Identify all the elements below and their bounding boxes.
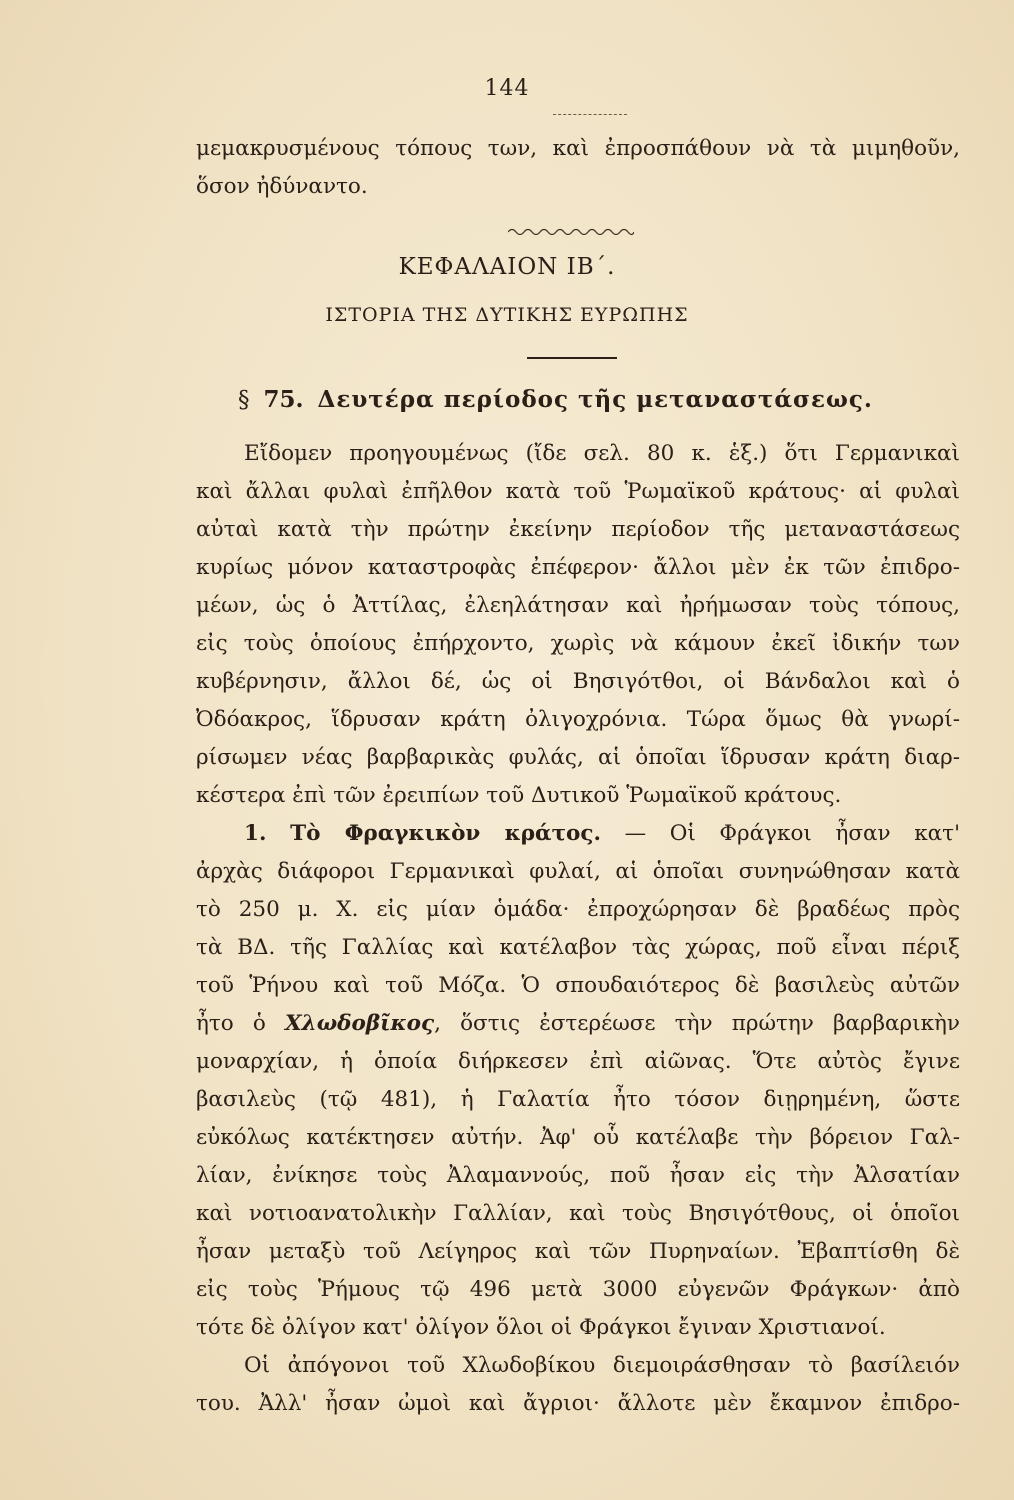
text-line: μέων, ὡς ὁ Ἀττίλας, ἐλεηλάτησαν καὶ ἠρήμωσαν τοὺς τόπους, xyxy=(196,593,960,618)
text-line: τὸ 250 μ. Χ. εἰς μίαν ὁμάδα· ἐπροχώρησαν δὲ βραδέως πρὸς xyxy=(196,897,960,922)
text-line: του. Ἀλλ' ἦσαν ὠμοὶ καὶ ἄγριοι· ἄλλοτε μὲν ἔκαμνον ἐπιδρο- xyxy=(196,1391,960,1416)
paragraph-3 xyxy=(196,1347,960,1423)
section-mark: § xyxy=(238,387,250,413)
text-line: κυβέρνησιν, ἄλλοι δέ, ὡς οἱ Βησιγότθοι, οἱ Βάνδαλοι καὶ ὁ xyxy=(196,669,960,694)
section-number: 75. xyxy=(263,386,304,413)
chapter-rule xyxy=(527,357,617,359)
intro-text xyxy=(196,130,960,206)
text-line: ρίσωμεν νέας βαρβαρικὰς φυλάς, αἱ ὁποῖαι ἵδρυσαν κράτη διαρ- xyxy=(196,745,960,770)
paragraph-1 xyxy=(196,435,960,815)
text-line: καὶ νοτιοανατολικὴν Γαλλίαν, καὶ τοὺς Βησιγότθους, οἱ ὁποῖοι xyxy=(196,1201,960,1226)
text-line: βασιλεὺς (τῷ 481), ἡ Γαλατία ἦτο τόσον διῃρημένη, ὥστε xyxy=(196,1087,960,1112)
text-line: Οἱ ἀπόγονοι τοῦ Χλωδοβίκου διεμοιράσθησαν τὸ βασίλειόν xyxy=(244,1353,960,1378)
subsection-first-line xyxy=(196,815,960,853)
text-line xyxy=(196,1005,960,1043)
text-line: Ὀδόακρος, ἵδρυσαν κράτη ὀλιγοχρόνια. Τώρα ὅμως θὰ γνωρί- xyxy=(196,707,960,732)
text-line: κέστερα ἐπὶ τῶν ἐρειπίων τοῦ Δυτικοῦ Ῥωμαϊκοῦ κράτους. xyxy=(196,783,842,808)
text-line: μοναρχίαν, ἡ ὁποία διήρκεσεν ἐπὶ αἰῶνας. Ὅτε αὐτὸς ἔγινε xyxy=(196,1049,960,1074)
text-span: , ὅστις ἐστερέωσε τὴν πρώτην βαρβαρικὴν xyxy=(434,1011,960,1036)
page-number-rule xyxy=(553,114,627,115)
text-line: τότε δὲ ὀλίγον κατ' ὀλίγον ὅλοι οἱ Φράγκοι ἔγιναν Χριστιανοί. xyxy=(196,1315,886,1340)
text-line: αὐταὶ κατὰ τὴν πρώτην ἐκείνην περίοδον τῆς μεταναστάσεως xyxy=(196,517,960,542)
text-line: μεμακρυσμένους τόπους των, καὶ ἐπροσπάθουν νὰ τὰ μιμηθοῦν, xyxy=(196,136,960,161)
text-line: εὐκόλως κατέκτησεν αὐτήν. Ἀφ' οὗ κατέλαβε τὴν βόρειον Γαλ- xyxy=(196,1125,960,1150)
text-line: κυρίως μόνον καταστροφὰς ἐπέφερον· ἄλλοι μὲν ἐκ τῶν ἐπιδρο- xyxy=(196,555,960,580)
section-title: Δευτέρα περίοδος τῆς μεταναστάσεως. xyxy=(317,386,873,413)
text-line: ἀρχὰς διάφοροι Γερμανικαὶ φυλαί, αἱ ὁποῖαι συνηνώθησαν κατὰ xyxy=(196,859,960,884)
text-line: τοῦ Ῥήνου καὶ τοῦ Μόζα. Ὁ σπουδαιότερος δὲ βασιλεὺς αὐτῶν xyxy=(196,973,960,998)
text-span: — Οἱ Φράγκοι ἦσαν κατ' xyxy=(624,821,960,846)
text-line: τὰ ΒΔ. τῆς Γαλλίας καὶ κατέλαβον τὰς χώρας, ποῦ εἶναι πέριξ xyxy=(196,935,960,960)
chapter-subtitle: ΙΣΤΟΡΙΑ ΤΗΣ ΔΥΤΙΚΗΣ ΕΥΡΩΠΗΣ xyxy=(325,304,689,326)
text-line: ἦσαν μεταξὺ τοῦ Λείγηρος καὶ τῶν Πυρηναίων. Ἐβαπτίσθη δὲ xyxy=(196,1239,960,1264)
chapter-title: ΚΕΦΑΛΑΙΟΝ ΙΒ΄. xyxy=(398,254,616,280)
text-line: καὶ ἄλλαι φυλαὶ ἐπῆλθον κατὰ τοῦ Ῥωμαϊκοῦ κράτους· αἱ φυλαὶ xyxy=(196,479,960,504)
king-name: Χλωδοβῖκος xyxy=(284,1011,435,1036)
text-line: εἰς τοὺς Ῥήμους τῷ 496 μετὰ 3000 εὐγενῶν Φράγκων· ἀπὸ xyxy=(196,1277,960,1302)
text-line: λίαν, ἐνίκησε τοὺς Ἀλαμαννούς, ποῦ ἦσαν εἰς τὴν Ἀλσατίαν xyxy=(196,1163,960,1188)
paragraph-2 xyxy=(196,815,960,1347)
page-number: 144 xyxy=(484,76,530,101)
text-line: Εἴδομεν προηγουμένως (ἴδε σελ. 80 κ. ἑξ.) ὅτι Γερμανικαὶ xyxy=(244,441,960,466)
wavy-divider xyxy=(508,226,634,238)
text-line: ὅσον ἠδύναντο. xyxy=(196,174,368,199)
subsection-number: 1. xyxy=(244,821,267,846)
section-heading xyxy=(238,386,873,413)
subsection-title: Τὸ Φραγκικὸν κράτος. xyxy=(290,821,601,846)
text-span: ἦτο ὁ xyxy=(196,1011,285,1036)
text-line: εἰς τοὺς ὁποίους ἐπήρχοντο, χωρὶς νὰ κάμουν ἐκεῖ ἰδικήν των xyxy=(196,631,960,656)
